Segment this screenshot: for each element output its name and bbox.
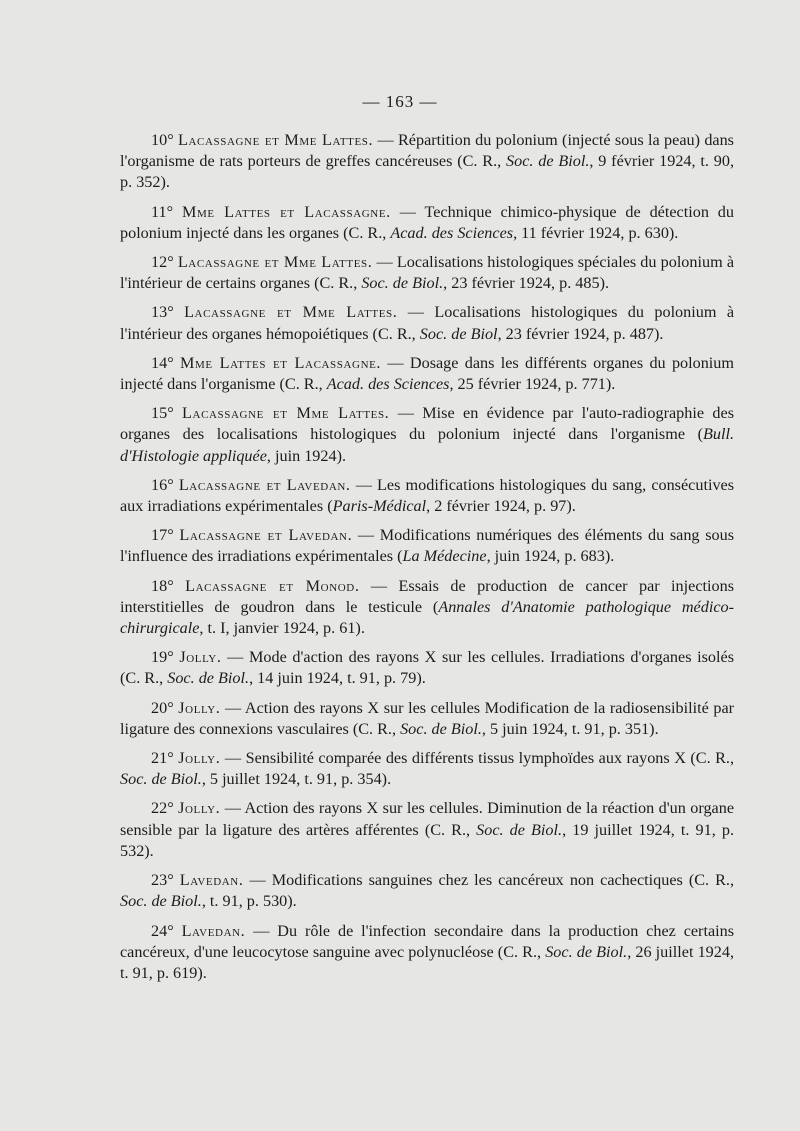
bibliography-entry [120,798,734,862]
entry-journal: Soc. de Biol [419,324,498,343]
entry-reference: , juin 1924, p. 683). [486,547,615,566]
entry-reference: , 23 février 1924, p. 487). [497,324,664,343]
bibliography-entry [120,647,734,689]
entry-number: 17° [151,526,174,545]
entry-authors: Lacassagne et Mme Lattes. [182,404,390,423]
entry-number: 10° [151,131,174,149]
entry-number: 11° [151,202,174,221]
entry-text: — Localisations histologiques spéciales du polonium à l'intérieur de certains organes (C. R., [120,253,734,293]
entry-journal: Soc. de Biol. [167,669,250,688]
entry-number: 12° [151,253,174,272]
entry-reference: , t. 91, p. 530). [201,892,297,911]
entry-reference: , 2 février 1924, p. 97). [426,497,576,516]
entry-reference: , 26 juillet 1924, t. 91, p. 619). [120,942,734,982]
entry-reference: , 25 février 1924, p. 771). [449,375,616,394]
entry-number: 13° [151,303,174,322]
bibliography-entry [120,302,734,344]
entry-reference: , 19 juillet 1924, t. 91, p. 532). [120,820,734,860]
entry-text: — Mise en évidence par l'auto-radiographie des organes des localisations histologiques du polonium injecté dans l'organisme ( [120,404,734,444]
entry-text: — Répartition du polonium (injecté sous la peau) dans l'organisme de rats porteurs de greffes cancéreuses (C. R., [120,131,734,171]
entry-text: — Les modifications histologiques du sang, consécutives aux irradiations expérimentales ( [120,475,735,516]
entry-journal: Soc. de Biol. [476,820,563,839]
bibliography-entry [120,130,734,194]
entry-journal: Annales d'Anatomie pathologique médico-chirurgicale [120,597,735,638]
entry-authors: Mme Lattes et Lacassagne. [181,202,391,221]
entry-journal: Soc. de Biol. [545,942,628,961]
entry-text: — Modifications numériques des éléments du sang sous l'influence des irradiations expérimentales ( [120,526,735,566]
entry-authors: Lacassagne et Mme Lattes. [177,253,373,272]
entry-text: — Du rôle de l'infection secondaire dans la production chez certains cancéreux, d'une leucocytose sanguine avec polynucléose (C. R., [120,921,735,961]
entry-text: — Dosage dans les différents organes du polonium injecté dans l'organisme (C. R., [120,353,734,394]
entry-number: 19° [151,648,174,667]
entry-journal: Acad. des Sciences [326,375,450,394]
entry-reference: , juin 1924). [266,446,347,465]
entry-authors: Lacassagne et Lavedan. [178,475,351,494]
entry-journal: Soc. de Biol. [400,719,482,738]
entry-number: 15° [151,404,174,423]
bibliography-entry [120,525,734,567]
entry-reference: , 11 février 1924, p. 630). [513,223,679,242]
bibliography-entry [120,748,734,790]
bibliography-entry [120,202,734,244]
entry-journal: Soc. de Biol. [120,770,202,789]
entry-journal: Soc. de Biol. [361,274,444,293]
entry-text: — Sensibilité comparée des différents tissus lymphoïdes aux rayons X (C. R., [224,749,735,768]
entry-reference: , t. I, janvier 1924, p. 61). [199,619,365,638]
entry-authors: Lacassagne et Monod. [185,576,360,595]
entry-text: — Essais de production de cancer par injections interstitielles de goudron dans le testicule ( [120,576,734,616]
entry-number: 18° [151,576,174,595]
entry-reference: , 14 juin 1924, t. 91, p. 79). [249,669,426,688]
bibliography-list [120,130,734,992]
entry-authors: Lacassagne et Mme Lattes. [184,303,398,322]
bibliography-entry [120,576,734,640]
entry-authors: Mme Lattes et Lacassagne. [179,353,382,372]
bibliography-entry [120,921,734,985]
bibliography-entry [120,252,734,294]
entry-number: 24° [151,921,174,940]
entry-reference: , 5 juin 1924, t. 91, p. 351). [481,719,659,738]
entry-authors: Lacassagne et Mme Lattes. [178,131,374,149]
entry-number: 23° [151,871,174,890]
bibliography-entry [120,698,734,740]
entry-number: 14° [151,353,174,372]
entry-journal: Soc. de Biol. [506,152,590,171]
entry-journal: Soc. de Biol. [120,892,202,911]
bibliography-entry [120,870,734,912]
entry-text: — Technique chimico-physique de détection du polonium injecté dans les organes (C. R., [120,202,734,242]
entry-authors: Lavedan. [179,871,244,890]
page-number: — 163 — [362,92,438,111]
entry-number: 21° [151,749,174,768]
entry-number: 16° [151,475,174,494]
entry-reference: , 23 février 1924, p. 485). [443,274,610,293]
entry-authors: Jolly. [178,698,221,717]
entry-text: — Localisations histologiques du polonium à l'intérieur des organes hémopoiétiques (C. R., [120,303,735,343]
entry-authors: Lavedan. [181,921,246,940]
bibliography-entry [120,403,734,467]
entry-text: — Modifications sanguines chez les cancéreux non cachectiques (C. R., [249,871,735,890]
entry-number: 20° [151,698,174,717]
entry-journal: La Médecine [402,547,487,566]
entry-reference: , 5 juillet 1924, t. 91, p. 354). [201,770,392,789]
entry-text: — Mode d'action des rayons X sur les cellules. Irradiations d'organes isolés (C. R., [120,648,735,688]
entry-journal: Bull. d'Histologie appliquée [120,425,734,465]
entry-authors: Jolly. [178,799,221,818]
entry-authors: Jolly. [178,749,221,768]
entry-number: 22° [151,799,174,818]
entry-text: — Action des rayons X sur les cellules Modification de la radiosensibilité par ligature des connexions vasculaires (C. R., [120,698,735,738]
entry-journal: Acad. des Sciences [390,223,514,242]
entry-reference: , 9 février 1924, t. 90, p. 352). [120,152,734,192]
entry-authors: Jolly. [179,648,222,667]
entry-text: — Action des rayons X sur les cellules. Diminution de la réaction d'un organe sensible par la ligature des artères afférentes (C. R., [120,799,735,839]
bibliography-entry [120,475,734,517]
entry-authors: Lacassagne et Lavedan. [179,526,353,545]
entry-journal: Paris-Médical [332,497,427,516]
bibliography-entry [120,353,734,395]
